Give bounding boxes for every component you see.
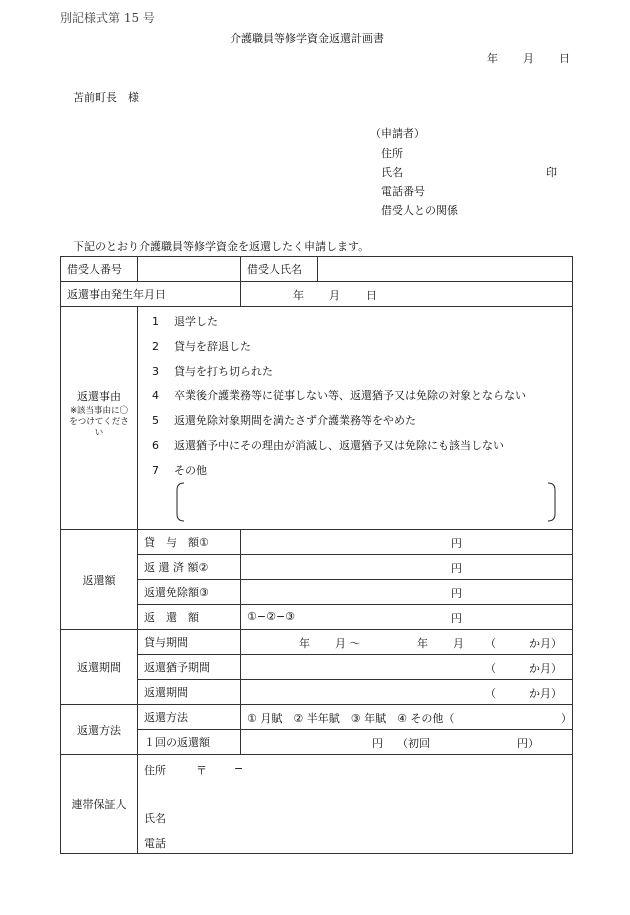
method-row xyxy=(61,705,573,730)
amount-label: 返還額 xyxy=(61,530,138,630)
borrower-number-field[interactable] xyxy=(138,257,241,282)
occurrence-month: 月 xyxy=(329,289,340,302)
method-options-close: ） xyxy=(561,712,572,725)
reason-item[interactable]: 5 返還免除対象期間を満たさず介護業務等をやめた xyxy=(152,414,416,427)
date-month: 月 xyxy=(523,52,534,65)
reason-row xyxy=(61,307,573,530)
occurrence-day: 日 xyxy=(366,289,377,302)
period-row xyxy=(61,680,573,705)
amount-row xyxy=(61,580,573,605)
reason-options xyxy=(138,307,573,530)
method-options-text: ① 月賦 ② 半年賦 ③ 年賦 ④ その他（ xyxy=(247,712,455,725)
reason-label: 返還事由 xyxy=(77,389,121,403)
method-name: 返還方法 xyxy=(138,705,241,730)
amount-formula: ①−②−③ xyxy=(247,610,296,623)
seal-mark: 印 xyxy=(546,166,557,179)
period-field[interactable] xyxy=(241,655,573,680)
period-name: 貸与期間 xyxy=(138,630,241,655)
amount-row xyxy=(61,605,573,630)
reason-label-cell xyxy=(61,307,138,530)
amount-field[interactable] xyxy=(241,605,573,630)
amount-field[interactable] xyxy=(241,530,573,555)
installment-yen: 円 xyxy=(372,737,383,750)
period-months: （ か月） xyxy=(485,637,562,650)
reason-item[interactable]: 1 退学した xyxy=(152,315,218,328)
yen-unit: 円 xyxy=(451,587,462,600)
period-month-end: 月 xyxy=(453,637,464,650)
installment-name: １回の返還額 xyxy=(138,730,241,755)
document-title: 介護職員等修学資金返還計画書 xyxy=(230,32,384,45)
amount-name: 貸 与 額① xyxy=(138,530,241,555)
period-months: （ か月） xyxy=(485,662,562,675)
form-number: 別記様式第 15 号 xyxy=(60,11,155,25)
guarantor-label: 連帯保証人 xyxy=(61,755,138,854)
reason-item[interactable]: 4 卒業後介護業務等に従事しない等、返還猶予又は免除の対象とならない xyxy=(152,389,526,402)
period-row xyxy=(61,630,573,655)
applicant-heading: （申請者） xyxy=(370,127,425,140)
yen-unit: 円 xyxy=(451,537,462,550)
yen-unit: 円 xyxy=(451,562,462,575)
period-year-end: 年 xyxy=(417,637,428,650)
reason-item[interactable]: 6 返還猶予中にその理由が消滅し、返還猶予又は免除にも該当しない xyxy=(152,439,504,452)
applicant-address-label: 住所 xyxy=(381,147,403,160)
period-year-start: 年 xyxy=(299,637,310,650)
occurrence-date-label: 返還事由発生年月日 xyxy=(61,282,241,307)
occurrence-year: 年 xyxy=(293,289,304,302)
installment-field[interactable] xyxy=(241,730,573,755)
amount-name: 返 還 額 xyxy=(138,605,241,630)
borrower-name-field[interactable] xyxy=(318,257,573,282)
applicant-relation-label: 借受人との関係 xyxy=(381,204,458,217)
reason-item[interactable]: 7 その他 xyxy=(152,464,207,477)
date-day: 日 xyxy=(559,52,570,65)
borrower-number-label: 借受人番号 xyxy=(61,257,138,282)
method-options[interactable] xyxy=(241,705,573,730)
guarantor-name-label: 氏名 xyxy=(144,812,166,825)
applicant-phone-label: 電話番号 xyxy=(381,185,425,198)
intro-text: 下記のとおり介護職員等修学資金を返還したく申請します。 xyxy=(73,240,370,253)
reason-note: ※該当事由に〇をつけてください xyxy=(69,405,129,438)
borrower-row xyxy=(61,257,573,282)
occurrence-date-row xyxy=(61,282,573,307)
period-name: 返還期間 xyxy=(138,680,241,705)
period-month-start: 月 ～ xyxy=(335,637,361,650)
period-field[interactable] xyxy=(241,680,573,705)
amount-name: 返 還 済 額② xyxy=(138,555,241,580)
borrower-name-label: 借受人氏名 xyxy=(241,257,318,282)
occurrence-date-field[interactable] xyxy=(241,282,573,307)
other-reason-bracket[interactable] xyxy=(176,482,556,522)
yen-unit: 円 xyxy=(451,612,462,625)
period-months: （ か月） xyxy=(485,687,562,700)
repayment-plan-table xyxy=(60,256,573,854)
amount-field[interactable] xyxy=(241,555,573,580)
amount-row xyxy=(61,555,573,580)
method-label: 返還方法 xyxy=(61,705,138,755)
amount-row xyxy=(61,530,573,555)
amount-field[interactable] xyxy=(241,580,573,605)
guarantor-fields xyxy=(138,755,573,854)
first-installment: （初回 xyxy=(397,737,430,750)
method-row xyxy=(61,730,573,755)
applicant-name-label: 氏名 xyxy=(381,166,403,179)
period-row xyxy=(61,655,573,680)
date-year: 年 xyxy=(487,52,498,65)
addressee: 苫前町長 様 xyxy=(73,91,139,104)
first-installment-yen: 円） xyxy=(517,737,539,750)
guarantor-address-label: 住所 xyxy=(144,764,166,777)
reason-item[interactable]: 2 貸与を辞退した xyxy=(152,340,251,353)
postal-dash: − xyxy=(234,762,244,775)
amount-name: 返還免除額③ xyxy=(138,580,241,605)
reason-item[interactable]: 3 貸与を打ち切られた xyxy=(152,365,273,378)
guarantor-phone-label: 電話 xyxy=(144,837,166,850)
guarantor-row xyxy=(61,755,573,854)
period-name: 返還猶予期間 xyxy=(138,655,241,680)
period-label: 返還期間 xyxy=(61,630,138,705)
postal-mark: 〒 xyxy=(196,764,207,777)
period-field[interactable] xyxy=(241,630,573,655)
